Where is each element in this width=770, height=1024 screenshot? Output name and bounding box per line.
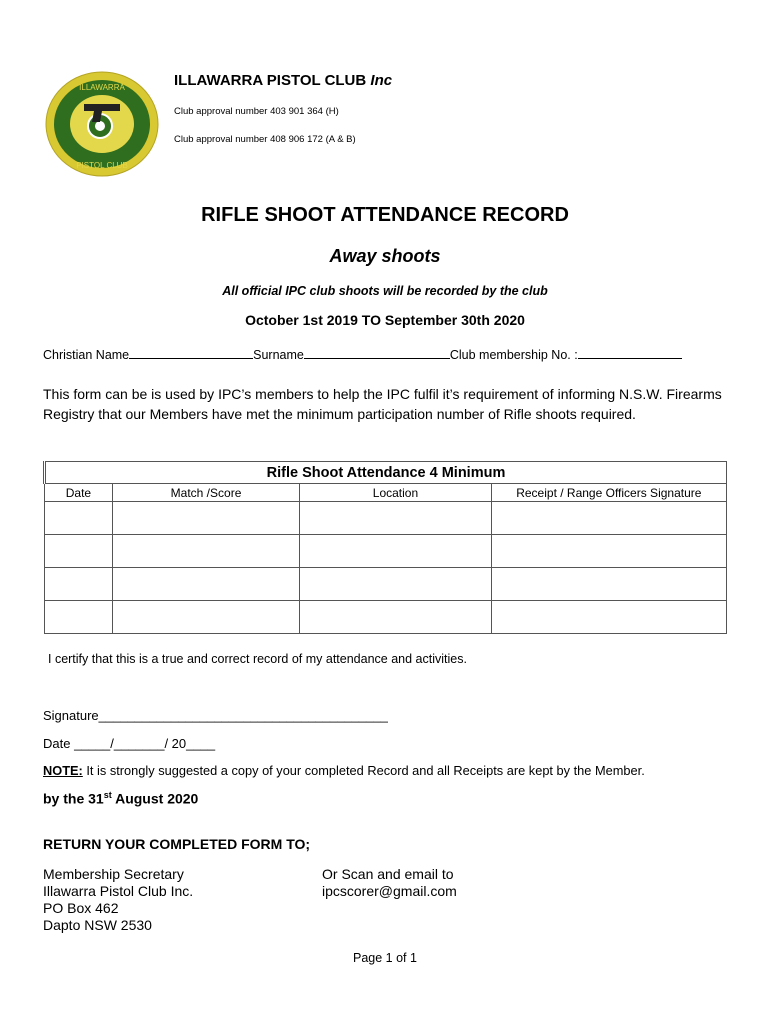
- location-cell[interactable]: [300, 601, 491, 634]
- svg-text:PISTOL CLUB: PISTOL CLUB: [76, 161, 128, 170]
- email-link[interactable]: ipcscorer@gmail.com: [322, 883, 457, 899]
- page-number: Page 1 of 1: [353, 951, 417, 965]
- page-title: RIFLE SHOOT ATTENDANCE RECORD: [201, 204, 569, 226]
- membership-number-field[interactable]: [578, 346, 682, 359]
- location-cell[interactable]: [300, 535, 491, 568]
- surname-label: Surname: [253, 348, 304, 362]
- page-subtitle: Away shoots: [329, 246, 441, 266]
- svg-text:ILLAWARRA: ILLAWARRA: [79, 83, 125, 92]
- table-row: [45, 535, 727, 568]
- signature-line[interactable]: Signature________________________________________: [43, 708, 388, 723]
- date-cell[interactable]: [45, 601, 113, 634]
- signature-cell[interactable]: [491, 568, 726, 601]
- date-cell[interactable]: [45, 568, 113, 601]
- table-row: [45, 568, 727, 601]
- approval-number-ab: Club approval number 408 906 172 (A & B): [174, 134, 356, 145]
- match-score-cell[interactable]: [112, 535, 299, 568]
- christian-name-label: Christian Name: [43, 348, 130, 362]
- approval-number-h: Club approval number 403 901 364 (H): [174, 106, 339, 117]
- membership-label: Club membership No. :: [449, 348, 578, 362]
- postal-address: Membership Secretary Illawarra Pistol Club Inc. PO Box 462 Dapto NSW 2530: [43, 866, 194, 933]
- match-score-cell[interactable]: [112, 502, 299, 535]
- column-header-date: Date: [45, 484, 113, 502]
- email-instructions: Or Scan and email to ipcscorer@gmail.com: [322, 866, 457, 899]
- signature-cell[interactable]: [491, 502, 726, 535]
- location-cell[interactable]: [300, 568, 491, 601]
- certification-statement: I certify that this is a true and correct record of my attendance and activities.: [48, 652, 467, 666]
- attendance-table: [43, 461, 727, 634]
- record-period: October 1st 2019 TO September 30th 2020: [245, 312, 525, 328]
- date-cell[interactable]: [45, 535, 113, 568]
- note-label: NOTE:: [43, 763, 83, 778]
- date-cell[interactable]: [45, 502, 113, 535]
- club-name: ILLAWARRA PISTOL CLUB Inc: [174, 72, 393, 89]
- signature-cell[interactable]: [491, 601, 726, 634]
- date-line[interactable]: Date _____/_______/ 20____: [43, 736, 216, 751]
- surname-field[interactable]: [304, 346, 450, 359]
- match-score-cell[interactable]: [112, 568, 299, 601]
- table-row: [45, 502, 727, 535]
- return-heading: RETURN YOUR COMPLETED FORM TO;: [43, 836, 311, 852]
- column-header-location: Location: [300, 484, 491, 502]
- column-header-receipt-signature: Receipt / Range Officers Signature: [491, 484, 726, 502]
- location-cell[interactable]: [300, 502, 491, 535]
- intro-paragraph: This form can be is used by IPC’s members to help the IPC fulfil it’s requirement of informing N.S.W. Firearms Registry that our Members have met the minimum participation number of Rifle shoots required.: [43, 386, 722, 422]
- match-score-cell[interactable]: [112, 601, 299, 634]
- member-details-fields: [43, 346, 682, 362]
- deadline: by the 31st August 2020: [43, 790, 199, 807]
- table-caption: Rifle Shoot Attendance 4 Minimum: [45, 462, 727, 484]
- club-logo: [44, 70, 160, 178]
- column-header-match-score: Match /Score: [112, 484, 299, 502]
- christian-name-field[interactable]: [129, 346, 253, 359]
- note-text: NOTE: It is strongly suggested a copy of your completed Record and all Receipts are kept by the Member.: [43, 763, 645, 778]
- signature-cell[interactable]: [491, 535, 726, 568]
- table-row: [45, 601, 727, 634]
- official-note: All official IPC club shoots will be recorded by the club: [222, 284, 548, 298]
